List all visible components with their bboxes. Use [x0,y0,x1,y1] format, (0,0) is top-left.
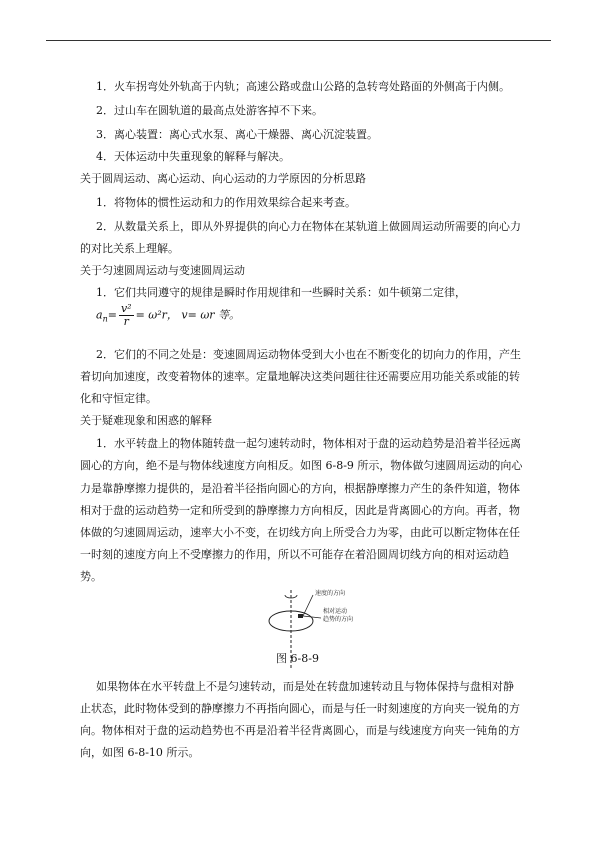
paragraph-line: 的对比关系上理解。 [80,242,179,255]
label-trend-direction-2: 趋势的方向 [323,616,354,623]
label-velocity-direction: 速度的方向 [315,590,346,597]
paragraph-line: 向，如图 6-8-10 所示。 [80,746,200,759]
paragraph-line: 一时刻的速度方向上不受摩擦力的作用，所以不可能存在着沿圆周切线方向的相对运动趋 [80,548,509,561]
velocity-arrow [303,595,313,616]
formula-lhs-subscript: n [102,314,108,324]
paragraph-line: 2．从数量关系上，即从外界提供的向心力在物体在某轨道上做圆周运动所需要的向心力 [96,220,521,233]
paragraph-line: 1．它们共同遵守的规律是瞬时作用规律和一些瞬时关系：如牛顿第二定律， [96,286,466,299]
paragraph-line: 向。物体相对于盘的运动趋势也不再是沿着半径背离圆心，而是与线速度方向夹一钝角的方 [80,724,520,737]
paragraph-line: 3．离心装置：离心式水泵、离心干燥器、离心沉淀装置。 [96,128,378,141]
paragraph-line: 着切向加速度，改变着物体的速率。定量地解决这类问题往往还需要应用功能关系或能的转 [80,370,520,383]
paragraph-line: 4．天体运动中失重现象的解释与解决。 [96,150,290,163]
paragraph-line: 化和守恒定律。 [80,392,157,405]
paragraph-line: 力是靠静摩擦力提供的，是沿着半径指向圆心的方向，根据静摩擦力产生的条件知道，物体 [80,482,520,495]
formula-numerator: v² [120,302,132,315]
section-heading: 关于匀速圆周运动与变速圆周运动 [80,264,245,277]
formula [96,303,240,328]
header-rule [46,40,551,41]
paragraph-line: 2．过山车在圆轨道的最高点处游客掉不下来。 [96,104,323,117]
paragraph-line: 1．水平转盘上的物体随转盘一起匀速转动时，物体相对于盘的运动趋势是沿着半径远离 [96,437,521,450]
formula-equals: = [107,308,117,322]
figure-caption: 图 6-8-9 [276,652,319,665]
paragraph-line: 2．它们的不同之处是：变速圆周运动物体受到大小也在不断变化的切向力的作用，产生 [96,348,521,361]
formula-lhs: a [96,308,103,322]
paragraph-line: 势。 [80,570,102,583]
paragraph-line: 如果物体在水平转盘上不是匀速转动，而是处在转盘加速转动且与物体保持与盘相对静 [96,680,514,693]
paragraph-line: 相对于盘的运动趋势一定和所受到的静摩擦力方向相反，因此是背离圆心的方向。再者，物 [80,504,520,517]
paragraph-line: 1．火车拐弯处外轨高于内轨；高速公路或盘山公路的急转弯处路面的外侧高于内侧。 [96,80,510,93]
paragraph-line: 圆心的方向，绝不是与物体线速度方向相反。如图 6-8-9 所示，物体做匀速圆周运动的向心 [80,459,523,472]
paragraph-line: 止状态，此时物体受到的静摩擦力不再指向圆心，而是与任一时刻速度的方向夹一锐角的方 [80,702,520,715]
object-block [298,614,303,618]
formula-fraction [119,303,134,328]
section-heading: 关于圆周运动、离心运动、向心运动的力学原因的分析思路 [80,172,366,185]
formula-denominator: r [123,315,129,328]
section-heading: 关于疑难现象和困惑的解释 [80,414,212,427]
paragraph-line: 1．将物体的惯性运动和力的作用效果综合起来考查。 [96,196,356,209]
label-trend-direction-1: 相对运动 [323,608,348,615]
paragraph-line: 体做的匀速圆周运动，速率大小不变，在切线方向上所受合力为零，由此可以断定物体在任 [80,526,520,539]
formula-rest: = ω²r， v= ωr 等。 [135,308,241,322]
